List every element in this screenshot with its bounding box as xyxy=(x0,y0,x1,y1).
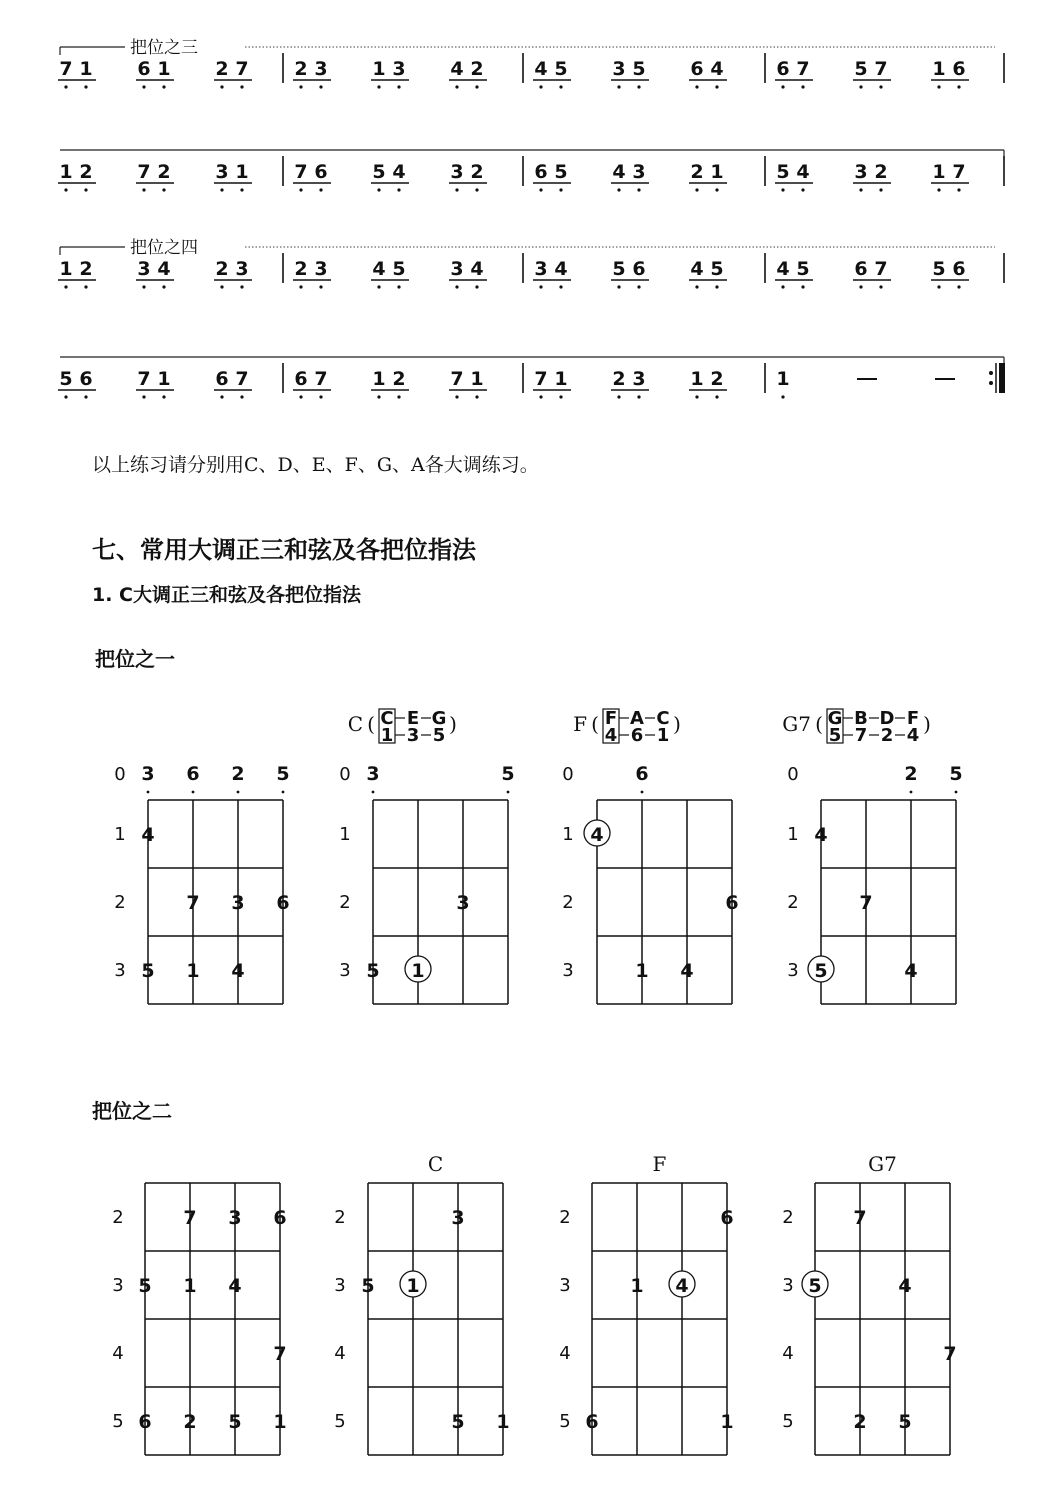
fret-number: 1 xyxy=(787,824,799,845)
open-string-note: 6 xyxy=(635,763,649,785)
fingered-note: 5 xyxy=(366,960,380,982)
fingered-note: 7 xyxy=(273,1343,287,1365)
note-digit: 7 xyxy=(796,58,810,80)
note-digit: 3 xyxy=(854,161,868,183)
chord-diagram-G7 xyxy=(782,708,962,1004)
fingered-note: 2 xyxy=(853,1411,867,1433)
fingered-note: 1 xyxy=(630,1275,644,1297)
chord-name: F xyxy=(573,712,587,736)
chord-note-number: 6 xyxy=(630,725,644,746)
note-digit: 2 xyxy=(392,368,406,390)
fingered-note: 4 xyxy=(141,824,155,846)
note-digit: 1 xyxy=(470,368,484,390)
fret-number: 5 xyxy=(559,1411,571,1432)
chord-diagram-notes xyxy=(114,763,289,1004)
paren-close: ) xyxy=(923,712,931,736)
fret-number: 2 xyxy=(112,1207,124,1228)
note-digit: 6 xyxy=(79,368,93,390)
open-string-note: 5 xyxy=(949,763,963,785)
note-digit: 1 xyxy=(372,58,386,80)
chord-note-number: 7 xyxy=(854,725,868,746)
note-digit: 7 xyxy=(137,161,151,183)
octave-dot xyxy=(282,791,285,794)
fingered-note: 1 xyxy=(183,1275,197,1297)
open-string-note: 5 xyxy=(501,763,515,785)
chord-note-number: 5 xyxy=(828,725,842,746)
section-title: 七、常用大调正三和弦及各把位指法 xyxy=(92,535,476,564)
chord-note-number: 1 xyxy=(656,725,670,746)
chord-note-letter: B xyxy=(854,708,868,729)
open-string-note: 5 xyxy=(276,763,290,785)
chord-note-letter: E xyxy=(406,708,420,729)
fingered-note: 7 xyxy=(186,892,200,914)
chord-note-letter: C xyxy=(380,708,394,729)
fret-number: 2 xyxy=(334,1207,346,1228)
note-digit: 5 xyxy=(710,258,724,280)
note-digit: 7 xyxy=(534,368,548,390)
open-string-note: 6 xyxy=(186,763,200,785)
note-digit: 5 xyxy=(932,258,946,280)
note-digit: 4 xyxy=(690,258,704,280)
note-digit: 1 xyxy=(554,368,568,390)
note-digit: 2 xyxy=(470,58,484,80)
note-digit: 3 xyxy=(632,368,646,390)
note-digit: 1 xyxy=(59,258,73,280)
note-digit: 1 xyxy=(710,161,724,183)
note-digit: 4 xyxy=(796,161,810,183)
fingered-note: 5 xyxy=(451,1411,465,1433)
subsection-title: 1. C大调正三和弦及各把位指法 xyxy=(92,584,361,606)
note-digit: 3 xyxy=(450,258,464,280)
chord-note-number: 2 xyxy=(880,725,894,746)
note-digit: 2 xyxy=(79,258,93,280)
fret-number: 4 xyxy=(334,1343,346,1364)
chord-note-number: 1 xyxy=(380,725,394,746)
note-digit: 6 xyxy=(632,258,646,280)
chord-diagram-F xyxy=(562,708,738,1004)
fingered-note: 4 xyxy=(231,960,245,982)
note-digit: 6 xyxy=(690,58,704,80)
fingered-note: 1 xyxy=(186,960,200,982)
note-digit: 5 xyxy=(796,258,810,280)
paren-close: ) xyxy=(673,712,681,736)
fingered-note: 5 xyxy=(898,1411,912,1433)
note-digit: 5 xyxy=(554,161,568,183)
chord-note-letter: A xyxy=(630,708,644,729)
chord-name: C xyxy=(427,1152,444,1176)
fret-number: 4 xyxy=(559,1343,571,1364)
octave-dot xyxy=(237,791,240,794)
note-digit: 1 xyxy=(235,161,249,183)
note-digit: 3 xyxy=(314,258,328,280)
note-digit: 5 xyxy=(392,258,406,280)
note-digit: 7 xyxy=(450,368,464,390)
fret-number: 2 xyxy=(339,892,351,913)
note-digit: 7 xyxy=(874,58,888,80)
fingered-note: 4 xyxy=(228,1275,242,1297)
note-digit: 1 xyxy=(372,368,386,390)
fret-number: 0 xyxy=(787,764,799,785)
octave-dot xyxy=(955,791,958,794)
note-digit: 1 xyxy=(776,368,790,390)
chord-diagram-C xyxy=(339,708,514,1004)
chord-note-letter: D xyxy=(879,708,895,729)
fret-number: 4 xyxy=(112,1343,124,1364)
chord-diagram-notes xyxy=(112,1183,286,1455)
note-digit: 3 xyxy=(450,161,464,183)
note-digit: 1 xyxy=(932,161,946,183)
note-digit: 7 xyxy=(314,368,328,390)
note-digit: 5 xyxy=(612,258,626,280)
fret-number: 3 xyxy=(562,960,574,981)
chord-diagram-G7 xyxy=(782,1152,956,1455)
octave-dot xyxy=(641,791,644,794)
chord-note-letter: G xyxy=(827,708,843,729)
paren-open: ( xyxy=(367,712,375,736)
octave-dot xyxy=(147,791,150,794)
note-digit: 6 xyxy=(854,258,868,280)
fingered-note: 3 xyxy=(456,892,470,914)
note-digit: 3 xyxy=(632,161,646,183)
paren-close: ) xyxy=(449,712,457,736)
chord-name: F xyxy=(652,1152,667,1176)
note-digit: 6 xyxy=(215,368,229,390)
fret-number: 2 xyxy=(114,892,126,913)
open-string-note: 2 xyxy=(904,763,918,785)
fingered-note: 3 xyxy=(228,1207,242,1229)
fingered-note: 6 xyxy=(720,1207,734,1229)
note-digit: 6 xyxy=(776,58,790,80)
fingered-note: 6 xyxy=(725,892,739,914)
octave-dot xyxy=(192,791,195,794)
chord-note-letter: F xyxy=(906,708,920,729)
note-digit: 2 xyxy=(157,161,171,183)
note-digit: 7 xyxy=(235,368,249,390)
note-digit: 4 xyxy=(612,161,626,183)
note-digit: 2 xyxy=(215,58,229,80)
fingered-note: 3 xyxy=(451,1207,465,1229)
fingered-note: 7 xyxy=(183,1207,197,1229)
fingered-note: 1 xyxy=(720,1411,734,1433)
note-digit: 2 xyxy=(294,58,308,80)
note-digit: 4 xyxy=(554,258,568,280)
chord-note-number: 3 xyxy=(406,725,420,746)
instruction-text: 以上练习请分别用C、D、E、F、G、A各大调练习。 xyxy=(92,454,539,476)
fingered-note: 1 xyxy=(496,1411,510,1433)
fret-number: 3 xyxy=(112,1275,124,1296)
note-digit: 2 xyxy=(874,161,888,183)
fingered-note: 1 xyxy=(406,1275,420,1297)
note-digit: 4 xyxy=(534,58,548,80)
fret-number: 0 xyxy=(114,764,126,785)
note-digit: 3 xyxy=(137,258,151,280)
fingered-note: 2 xyxy=(183,1411,197,1433)
fret-number: 4 xyxy=(782,1343,794,1364)
note-digit: 7 xyxy=(952,161,966,183)
chord-note-number: 4 xyxy=(906,725,920,746)
fingered-note: 1 xyxy=(635,960,649,982)
note-digit: 7 xyxy=(294,161,308,183)
position-bracket-label: 把位之四 xyxy=(130,238,198,258)
fingered-note: 5 xyxy=(814,960,828,982)
note-digit: 7 xyxy=(235,58,249,80)
fret-number: 0 xyxy=(562,764,574,785)
paren-open: ( xyxy=(591,712,599,736)
fingered-note: 7 xyxy=(943,1343,957,1365)
note-digit: 4 xyxy=(710,58,724,80)
note-digit: 5 xyxy=(59,368,73,390)
note-digit: 4 xyxy=(776,258,790,280)
note-digit: 1 xyxy=(157,58,171,80)
fingered-note: 4 xyxy=(680,960,694,982)
fingered-note: 5 xyxy=(138,1275,152,1297)
open-string-note: 3 xyxy=(366,763,380,785)
note-digit: 1 xyxy=(157,368,171,390)
fret-number: 1 xyxy=(339,824,351,845)
note-digit: 3 xyxy=(314,58,328,80)
octave-dot xyxy=(372,791,375,794)
note-digit: 7 xyxy=(59,58,73,80)
chord-note-letter: F xyxy=(604,708,618,729)
note-digit: 6 xyxy=(314,161,328,183)
fret-number: 3 xyxy=(787,960,799,981)
fingered-note: 1 xyxy=(411,960,425,982)
fret-number: 3 xyxy=(782,1275,794,1296)
position-one-label: 把位之一 xyxy=(95,647,175,671)
fret-number: 5 xyxy=(782,1411,794,1432)
chord-diagram-F xyxy=(559,1152,733,1455)
fingered-note: 6 xyxy=(585,1411,599,1433)
note-digit: 1 xyxy=(59,161,73,183)
fret-number: 3 xyxy=(339,960,351,981)
fret-number: 3 xyxy=(334,1275,346,1296)
fret-number: 2 xyxy=(782,1207,794,1228)
note-digit: 1 xyxy=(690,368,704,390)
fingered-note: 5 xyxy=(141,960,155,982)
note-digit: 2 xyxy=(612,368,626,390)
chord-note-number: 5 xyxy=(432,725,446,746)
fret-number: 2 xyxy=(559,1207,571,1228)
note-digit: 4 xyxy=(372,258,386,280)
chord-name: G7 xyxy=(782,712,811,736)
note-digit: 6 xyxy=(534,161,548,183)
chord-note-number: 4 xyxy=(604,725,618,746)
chord-name: G7 xyxy=(868,1152,897,1176)
note-digit: 5 xyxy=(632,58,646,80)
fingered-note: 3 xyxy=(231,892,245,914)
fingered-note: 4 xyxy=(590,824,604,846)
octave-dot xyxy=(507,791,510,794)
note-digit: 4 xyxy=(470,258,484,280)
note-digit: 2 xyxy=(79,161,93,183)
note-digit: 7 xyxy=(874,258,888,280)
note-digit: 3 xyxy=(534,258,548,280)
note-digit: 2 xyxy=(690,161,704,183)
fingered-note: 7 xyxy=(859,892,873,914)
fret-number: 1 xyxy=(114,824,126,845)
position-bracket-label: 把位之三 xyxy=(130,38,198,58)
note-digit: 4 xyxy=(392,161,406,183)
position-two-label: 把位之二 xyxy=(92,1099,172,1123)
fret-number: 1 xyxy=(562,824,574,845)
fret-number: 3 xyxy=(559,1275,571,1296)
fret-number: 5 xyxy=(112,1411,124,1432)
note-digit: 2 xyxy=(215,258,229,280)
fingered-note: 4 xyxy=(904,960,918,982)
note-digit: 6 xyxy=(952,58,966,80)
fingered-note: 5 xyxy=(808,1275,822,1297)
fingered-note: 4 xyxy=(898,1275,912,1297)
fingered-note: 7 xyxy=(853,1207,867,1229)
chord-note-letter: C xyxy=(656,708,670,729)
note-digit: 1 xyxy=(79,58,93,80)
fingered-note: 6 xyxy=(273,1207,287,1229)
note-digit: 4 xyxy=(450,58,464,80)
note-digit: 3 xyxy=(612,58,626,80)
note-digit: 3 xyxy=(235,258,249,280)
fingered-note: 6 xyxy=(276,892,290,914)
fingered-note: 1 xyxy=(273,1411,287,1433)
fret-number: 3 xyxy=(114,960,126,981)
chord-name: C xyxy=(347,712,363,736)
chord-note-letter: G xyxy=(431,708,447,729)
note-digit: 6 xyxy=(952,258,966,280)
open-string-note: 2 xyxy=(231,763,245,785)
note-digit: 7 xyxy=(137,368,151,390)
fingered-note: 4 xyxy=(675,1275,689,1297)
note-digit: 3 xyxy=(392,58,406,80)
fret-number: 5 xyxy=(334,1411,346,1432)
note-digit: 3 xyxy=(215,161,229,183)
note-digit: 2 xyxy=(470,161,484,183)
fingered-note: 5 xyxy=(228,1411,242,1433)
note-digit: 2 xyxy=(294,258,308,280)
fret-number: 2 xyxy=(787,892,799,913)
note-digit: 6 xyxy=(294,368,308,390)
paren-open: ( xyxy=(815,712,823,736)
fingered-note: 6 xyxy=(138,1411,152,1433)
open-string-note: 3 xyxy=(141,763,155,785)
octave-dot xyxy=(910,791,913,794)
note-digit: 1 xyxy=(932,58,946,80)
note-digit: 5 xyxy=(554,58,568,80)
note-digit: 4 xyxy=(157,258,171,280)
note-digit: 5 xyxy=(854,58,868,80)
note-digit: 2 xyxy=(710,368,724,390)
fingered-note: 4 xyxy=(814,824,828,846)
fret-number: 0 xyxy=(339,764,351,785)
note-digit: 6 xyxy=(137,58,151,80)
chord-diagram-C xyxy=(334,1152,509,1455)
note-digit: 5 xyxy=(372,161,386,183)
note-digit: 5 xyxy=(776,161,790,183)
fret-number: 2 xyxy=(562,892,574,913)
fingered-note: 5 xyxy=(361,1275,375,1297)
